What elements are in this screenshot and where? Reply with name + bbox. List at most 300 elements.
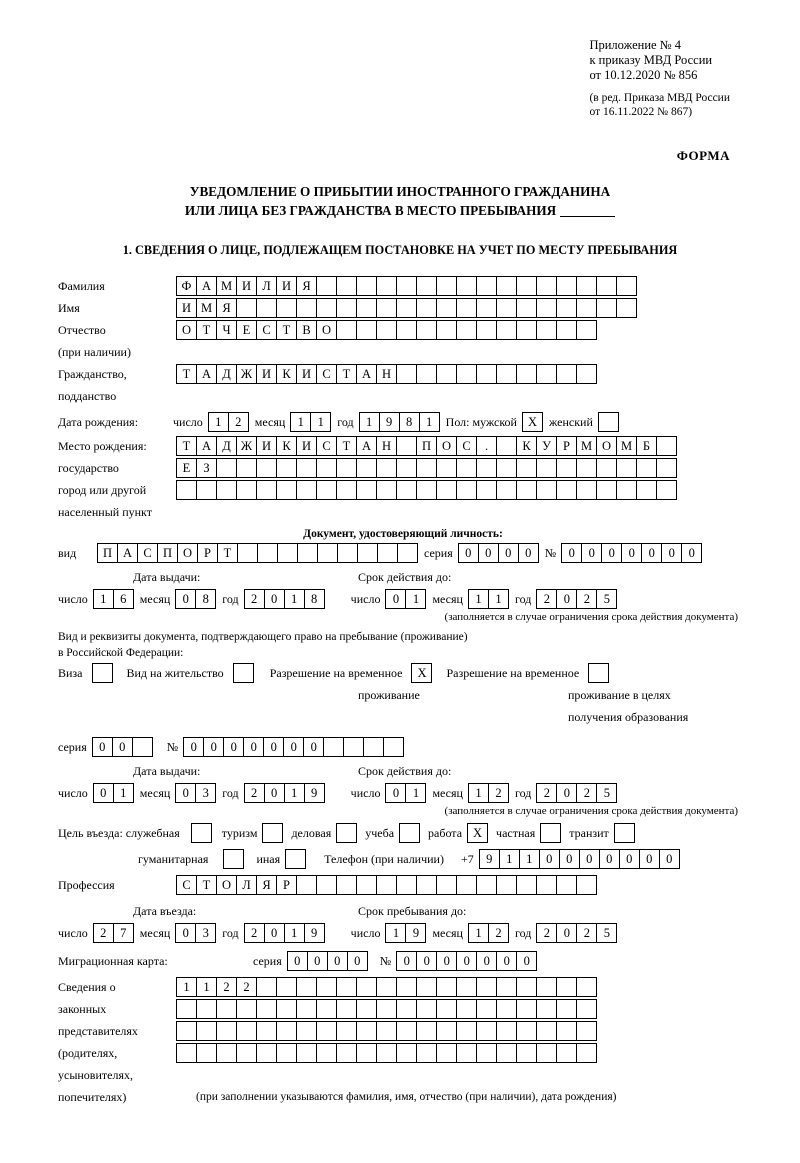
cell[interactable] bbox=[296, 1043, 317, 1063]
cell[interactable]: О bbox=[316, 320, 337, 340]
cell[interactable] bbox=[516, 320, 537, 340]
purpose-humanitarian-checkbox[interactable] bbox=[223, 849, 244, 869]
cell[interactable]: 0 bbox=[641, 543, 662, 563]
permit-number-cells[interactable] bbox=[183, 737, 404, 757]
cell[interactable] bbox=[476, 298, 497, 318]
cell[interactable] bbox=[436, 364, 457, 384]
cell[interactable] bbox=[636, 480, 657, 500]
cell[interactable]: 8 bbox=[195, 589, 216, 609]
cell[interactable]: 1 bbox=[196, 977, 217, 997]
permit-valid-year-cells[interactable] bbox=[536, 783, 617, 803]
cell[interactable]: 0 bbox=[476, 951, 497, 971]
birthplace-row1-cells[interactable] bbox=[176, 436, 677, 456]
cell[interactable] bbox=[516, 1043, 537, 1063]
cell[interactable] bbox=[236, 1021, 257, 1041]
cell[interactable] bbox=[296, 977, 317, 997]
cell[interactable] bbox=[316, 298, 337, 318]
cell[interactable]: 0 bbox=[385, 783, 406, 803]
cell[interactable] bbox=[316, 480, 337, 500]
cell[interactable] bbox=[296, 458, 317, 478]
cell[interactable] bbox=[216, 999, 237, 1019]
cell[interactable]: 8 bbox=[399, 412, 420, 432]
cell[interactable]: 1 bbox=[419, 412, 440, 432]
birthplace-row2-cells[interactable] bbox=[176, 458, 677, 478]
cell[interactable] bbox=[576, 875, 597, 895]
cell[interactable]: А bbox=[356, 436, 377, 456]
cell[interactable] bbox=[396, 977, 417, 997]
cell[interactable] bbox=[176, 1043, 197, 1063]
cell[interactable] bbox=[596, 480, 617, 500]
permit-issue-day-cells[interactable] bbox=[93, 783, 134, 803]
cell[interactable]: Р bbox=[276, 875, 297, 895]
cell[interactable]: 9 bbox=[304, 783, 325, 803]
cell[interactable]: М bbox=[616, 436, 637, 456]
cell[interactable] bbox=[396, 1021, 417, 1041]
cell[interactable]: 2 bbox=[488, 923, 509, 943]
migration-series-cells[interactable] bbox=[287, 951, 368, 971]
cell[interactable] bbox=[363, 737, 384, 757]
cell[interactable] bbox=[216, 480, 237, 500]
cell[interactable]: 0 bbox=[436, 951, 457, 971]
cell[interactable]: К bbox=[516, 436, 537, 456]
cell[interactable] bbox=[596, 276, 617, 296]
cell[interactable]: 0 bbox=[203, 737, 224, 757]
cell[interactable] bbox=[256, 480, 277, 500]
cell[interactable] bbox=[336, 458, 357, 478]
cell[interactable]: Ж bbox=[236, 364, 257, 384]
cell[interactable]: 1 bbox=[359, 412, 380, 432]
permit-valid-day-cells[interactable] bbox=[385, 783, 426, 803]
cell[interactable]: Е bbox=[176, 458, 197, 478]
stay-day-cells[interactable] bbox=[385, 923, 426, 943]
cell[interactable] bbox=[456, 298, 477, 318]
cell[interactable] bbox=[436, 999, 457, 1019]
doc-issue-year-cells[interactable] bbox=[244, 589, 325, 609]
patronymic-cells[interactable] bbox=[176, 320, 597, 340]
cell[interactable] bbox=[476, 977, 497, 997]
cell[interactable]: 1 bbox=[488, 589, 509, 609]
cell[interactable]: П bbox=[416, 436, 437, 456]
cell[interactable] bbox=[256, 298, 277, 318]
cell[interactable] bbox=[516, 480, 537, 500]
purpose-private-checkbox[interactable] bbox=[540, 823, 561, 843]
cell[interactable]: 1 bbox=[208, 412, 229, 432]
cell[interactable]: 1 bbox=[405, 589, 426, 609]
cell[interactable] bbox=[496, 436, 517, 456]
cell[interactable] bbox=[516, 875, 537, 895]
cell[interactable] bbox=[336, 298, 357, 318]
cell[interactable] bbox=[256, 458, 277, 478]
cell[interactable] bbox=[516, 364, 537, 384]
cell[interactable]: О bbox=[177, 543, 198, 563]
cell[interactable] bbox=[316, 1021, 337, 1041]
cell[interactable]: Р bbox=[556, 436, 577, 456]
cell[interactable]: 2 bbox=[536, 783, 557, 803]
cell[interactable]: 0 bbox=[416, 951, 437, 971]
cell[interactable] bbox=[357, 543, 378, 563]
cell[interactable] bbox=[556, 458, 577, 478]
cell[interactable]: 0 bbox=[559, 849, 580, 869]
cell[interactable] bbox=[456, 1021, 477, 1041]
cell[interactable]: 0 bbox=[264, 923, 285, 943]
sex-female-checkbox[interactable] bbox=[598, 412, 619, 432]
cell[interactable]: Т bbox=[196, 320, 217, 340]
cell[interactable]: У bbox=[536, 436, 557, 456]
cell[interactable]: М bbox=[216, 276, 237, 296]
cell[interactable]: Б bbox=[636, 436, 657, 456]
cell[interactable]: 0 bbox=[183, 737, 204, 757]
cell[interactable] bbox=[336, 1021, 357, 1041]
cell[interactable] bbox=[356, 1043, 377, 1063]
doc-valid-year-cells[interactable] bbox=[536, 589, 617, 609]
cell[interactable] bbox=[336, 480, 357, 500]
cell[interactable] bbox=[132, 737, 153, 757]
cell[interactable] bbox=[316, 458, 337, 478]
entry-day-cells[interactable] bbox=[93, 923, 134, 943]
cell[interactable]: 0 bbox=[599, 849, 620, 869]
cell[interactable]: 0 bbox=[456, 951, 477, 971]
birth-year-cells[interactable] bbox=[359, 412, 440, 432]
cell[interactable] bbox=[656, 436, 677, 456]
legal-rep-row3-cells[interactable] bbox=[176, 1021, 597, 1041]
cell[interactable] bbox=[616, 298, 637, 318]
cell[interactable] bbox=[576, 364, 597, 384]
cell[interactable]: 2 bbox=[93, 923, 114, 943]
cell[interactable]: 0 bbox=[601, 543, 622, 563]
cell[interactable] bbox=[196, 999, 217, 1019]
cell[interactable]: И bbox=[236, 276, 257, 296]
cell[interactable] bbox=[276, 458, 297, 478]
stay-year-cells[interactable] bbox=[536, 923, 617, 943]
cell[interactable] bbox=[396, 458, 417, 478]
cell[interactable] bbox=[416, 320, 437, 340]
cell[interactable] bbox=[323, 737, 344, 757]
cell[interactable] bbox=[436, 480, 457, 500]
cell[interactable] bbox=[356, 875, 377, 895]
cell[interactable] bbox=[456, 320, 477, 340]
cell[interactable] bbox=[236, 298, 257, 318]
cell[interactable] bbox=[496, 875, 517, 895]
cell[interactable] bbox=[456, 1043, 477, 1063]
cell[interactable]: 0 bbox=[92, 737, 113, 757]
cell[interactable]: А bbox=[196, 276, 217, 296]
cell[interactable] bbox=[436, 1043, 457, 1063]
purpose-business-checkbox[interactable] bbox=[336, 823, 357, 843]
cell[interactable]: И bbox=[256, 364, 277, 384]
cell[interactable] bbox=[576, 480, 597, 500]
cell[interactable] bbox=[456, 458, 477, 478]
cell[interactable] bbox=[556, 875, 577, 895]
cell[interactable] bbox=[316, 999, 337, 1019]
cell[interactable] bbox=[516, 276, 537, 296]
cell[interactable]: 2 bbox=[236, 977, 257, 997]
cell[interactable]: 0 bbox=[396, 951, 417, 971]
cell[interactable]: Т bbox=[196, 875, 217, 895]
cell[interactable] bbox=[536, 1021, 557, 1041]
cell[interactable] bbox=[556, 298, 577, 318]
purpose-study-checkbox[interactable] bbox=[399, 823, 420, 843]
cell[interactable]: 1 bbox=[519, 849, 540, 869]
cell[interactable] bbox=[396, 298, 417, 318]
cell[interactable]: 1 bbox=[290, 412, 311, 432]
cell[interactable]: 0 bbox=[327, 951, 348, 971]
cell[interactable] bbox=[336, 875, 357, 895]
cell[interactable] bbox=[356, 999, 377, 1019]
cell[interactable]: С bbox=[176, 875, 197, 895]
cell[interactable] bbox=[496, 977, 517, 997]
cell[interactable]: 2 bbox=[228, 412, 249, 432]
cell[interactable] bbox=[516, 977, 537, 997]
cell[interactable] bbox=[616, 480, 637, 500]
cell[interactable] bbox=[596, 458, 617, 478]
cell[interactable] bbox=[436, 276, 457, 296]
cell[interactable] bbox=[536, 458, 557, 478]
cell[interactable] bbox=[436, 1021, 457, 1041]
cell[interactable] bbox=[396, 276, 417, 296]
cell[interactable]: 0 bbox=[175, 589, 196, 609]
cell[interactable] bbox=[656, 458, 677, 478]
cell[interactable] bbox=[376, 1043, 397, 1063]
cell[interactable] bbox=[256, 1021, 277, 1041]
cell[interactable]: 0 bbox=[287, 951, 308, 971]
cell[interactable] bbox=[376, 458, 397, 478]
cell[interactable]: 2 bbox=[536, 923, 557, 943]
cell[interactable] bbox=[556, 364, 577, 384]
cell[interactable]: 0 bbox=[243, 737, 264, 757]
cell[interactable]: И bbox=[296, 364, 317, 384]
cell[interactable]: О bbox=[436, 436, 457, 456]
cell[interactable] bbox=[416, 1043, 437, 1063]
cell[interactable] bbox=[576, 999, 597, 1019]
cell[interactable] bbox=[416, 276, 437, 296]
cell[interactable] bbox=[216, 1021, 237, 1041]
cell[interactable] bbox=[496, 364, 517, 384]
cell[interactable] bbox=[536, 276, 557, 296]
cell[interactable] bbox=[296, 298, 317, 318]
doc-series-cells[interactable] bbox=[458, 543, 539, 563]
cell[interactable]: 1 bbox=[310, 412, 331, 432]
cell[interactable]: Т bbox=[336, 364, 357, 384]
cell[interactable] bbox=[556, 480, 577, 500]
cell[interactable] bbox=[476, 364, 497, 384]
cell[interactable] bbox=[356, 458, 377, 478]
cell[interactable]: 0 bbox=[561, 543, 582, 563]
cell[interactable] bbox=[236, 1043, 257, 1063]
cell[interactable]: 1 bbox=[93, 589, 114, 609]
cell[interactable] bbox=[256, 1043, 277, 1063]
cell[interactable] bbox=[456, 977, 477, 997]
cell[interactable] bbox=[257, 543, 278, 563]
cell[interactable] bbox=[277, 543, 298, 563]
cell[interactable]: 2 bbox=[536, 589, 557, 609]
cell[interactable] bbox=[356, 977, 377, 997]
cell[interactable] bbox=[396, 320, 417, 340]
cell[interactable]: 1 bbox=[176, 977, 197, 997]
cell[interactable] bbox=[336, 276, 357, 296]
cell[interactable]: 0 bbox=[264, 589, 285, 609]
cell[interactable]: 2 bbox=[216, 977, 237, 997]
cell[interactable]: 2 bbox=[488, 783, 509, 803]
cell[interactable] bbox=[316, 875, 337, 895]
cell[interactable] bbox=[316, 276, 337, 296]
cell[interactable]: 0 bbox=[579, 849, 600, 869]
cell[interactable]: 6 bbox=[113, 589, 134, 609]
cell[interactable]: Я bbox=[216, 298, 237, 318]
name-cells[interactable] bbox=[176, 298, 637, 318]
cell[interactable]: А bbox=[196, 364, 217, 384]
cell[interactable] bbox=[336, 977, 357, 997]
cell[interactable] bbox=[476, 875, 497, 895]
cell[interactable] bbox=[356, 298, 377, 318]
cell[interactable]: М bbox=[196, 298, 217, 318]
cell[interactable] bbox=[476, 1043, 497, 1063]
cell[interactable]: С bbox=[256, 320, 277, 340]
cell[interactable]: 2 bbox=[576, 923, 597, 943]
cell[interactable]: А bbox=[356, 364, 377, 384]
cell[interactable]: 3 bbox=[195, 783, 216, 803]
cell[interactable]: О bbox=[596, 436, 617, 456]
cell[interactable] bbox=[296, 875, 317, 895]
cell[interactable] bbox=[296, 1021, 317, 1041]
cell[interactable] bbox=[536, 320, 557, 340]
cell[interactable] bbox=[343, 737, 364, 757]
birthplace-row3-cells[interactable] bbox=[176, 480, 677, 500]
cell[interactable] bbox=[496, 458, 517, 478]
cell[interactable] bbox=[416, 1021, 437, 1041]
cell[interactable]: 5 bbox=[596, 923, 617, 943]
sex-male-checkbox[interactable]: X bbox=[522, 412, 543, 432]
legal-rep-row4-cells[interactable] bbox=[176, 1043, 597, 1063]
cell[interactable] bbox=[176, 1021, 197, 1041]
cell[interactable] bbox=[396, 999, 417, 1019]
cell[interactable] bbox=[256, 977, 277, 997]
cell[interactable] bbox=[616, 458, 637, 478]
cell[interactable]: 0 bbox=[385, 589, 406, 609]
cell[interactable] bbox=[576, 298, 597, 318]
cell[interactable] bbox=[476, 1021, 497, 1041]
permit-issue-year-cells[interactable] bbox=[244, 783, 325, 803]
cell[interactable] bbox=[377, 543, 398, 563]
temp-residence-checkbox[interactable]: X bbox=[411, 663, 432, 683]
cell[interactable]: 0 bbox=[478, 543, 499, 563]
cell[interactable] bbox=[236, 480, 257, 500]
cell[interactable]: Н bbox=[376, 436, 397, 456]
cell[interactable]: 3 bbox=[195, 923, 216, 943]
cell[interactable]: А bbox=[196, 436, 217, 456]
doc-number-cells[interactable] bbox=[561, 543, 702, 563]
cell[interactable] bbox=[636, 458, 657, 478]
entry-month-cells[interactable] bbox=[175, 923, 216, 943]
cell[interactable] bbox=[337, 543, 358, 563]
permit-series-cells[interactable] bbox=[92, 737, 153, 757]
cell[interactable] bbox=[396, 436, 417, 456]
cell[interactable]: 0 bbox=[496, 951, 517, 971]
cell[interactable]: К bbox=[276, 364, 297, 384]
doc-type-cells[interactable] bbox=[97, 543, 418, 563]
cell[interactable] bbox=[196, 1021, 217, 1041]
cell[interactable] bbox=[416, 977, 437, 997]
cell[interactable]: И bbox=[296, 436, 317, 456]
cell[interactable]: 1 bbox=[499, 849, 520, 869]
cell[interactable]: 5 bbox=[596, 589, 617, 609]
cell[interactable]: Т bbox=[176, 364, 197, 384]
cell[interactable]: П bbox=[97, 543, 118, 563]
migration-number-cells[interactable] bbox=[396, 951, 537, 971]
cell[interactable] bbox=[576, 1021, 597, 1041]
residence-permit-checkbox[interactable] bbox=[233, 663, 254, 683]
cell[interactable] bbox=[216, 458, 237, 478]
cell[interactable] bbox=[416, 480, 437, 500]
cell[interactable]: 2 bbox=[576, 783, 597, 803]
cell[interactable]: 9 bbox=[405, 923, 426, 943]
cell[interactable]: 0 bbox=[619, 849, 640, 869]
cell[interactable]: 0 bbox=[539, 849, 560, 869]
cell[interactable]: 0 bbox=[175, 783, 196, 803]
cell[interactable] bbox=[416, 298, 437, 318]
cell[interactable] bbox=[336, 1043, 357, 1063]
surname-cells[interactable] bbox=[176, 276, 637, 296]
cell[interactable]: 1 bbox=[284, 923, 305, 943]
cell[interactable]: М bbox=[576, 436, 597, 456]
cell[interactable] bbox=[396, 364, 417, 384]
cell[interactable]: С bbox=[316, 436, 337, 456]
cell[interactable]: И bbox=[256, 436, 277, 456]
cell[interactable]: 1 bbox=[385, 923, 406, 943]
cell[interactable]: 0 bbox=[112, 737, 133, 757]
cell[interactable] bbox=[336, 999, 357, 1019]
cell[interactable] bbox=[536, 364, 557, 384]
cell[interactable] bbox=[516, 999, 537, 1019]
cell[interactable]: Я bbox=[296, 276, 317, 296]
cell[interactable] bbox=[316, 1043, 337, 1063]
cell[interactable] bbox=[656, 480, 677, 500]
cell[interactable] bbox=[576, 458, 597, 478]
cell[interactable] bbox=[376, 276, 397, 296]
cell[interactable] bbox=[356, 1021, 377, 1041]
cell[interactable] bbox=[256, 999, 277, 1019]
cell[interactable] bbox=[276, 977, 297, 997]
cell[interactable]: 2 bbox=[576, 589, 597, 609]
cell[interactable]: 0 bbox=[175, 923, 196, 943]
edu-residence-checkbox[interactable] bbox=[588, 663, 609, 683]
cell[interactable]: 1 bbox=[284, 783, 305, 803]
permit-issue-month-cells[interactable] bbox=[175, 783, 216, 803]
cell[interactable] bbox=[196, 480, 217, 500]
cell[interactable] bbox=[296, 480, 317, 500]
cell[interactable] bbox=[416, 999, 437, 1019]
cell[interactable] bbox=[317, 543, 338, 563]
cell[interactable]: 2 bbox=[244, 783, 265, 803]
cell[interactable]: Е bbox=[236, 320, 257, 340]
cell[interactable] bbox=[316, 977, 337, 997]
cell[interactable] bbox=[276, 298, 297, 318]
cell[interactable]: О bbox=[216, 875, 237, 895]
cell[interactable] bbox=[436, 298, 457, 318]
cell[interactable] bbox=[396, 1043, 417, 1063]
cell[interactable]: 1 bbox=[284, 589, 305, 609]
cell[interactable]: Д bbox=[216, 436, 237, 456]
cell[interactable]: Р bbox=[197, 543, 218, 563]
legal-rep-row2-cells[interactable] bbox=[176, 999, 597, 1019]
cell[interactable] bbox=[556, 1043, 577, 1063]
permit-valid-month-cells[interactable] bbox=[468, 783, 509, 803]
cell[interactable]: Т bbox=[176, 436, 197, 456]
cell[interactable]: 0 bbox=[661, 543, 682, 563]
cell[interactable] bbox=[436, 458, 457, 478]
cell[interactable]: 0 bbox=[263, 737, 284, 757]
cell[interactable] bbox=[516, 298, 537, 318]
cell[interactable]: Я bbox=[256, 875, 277, 895]
